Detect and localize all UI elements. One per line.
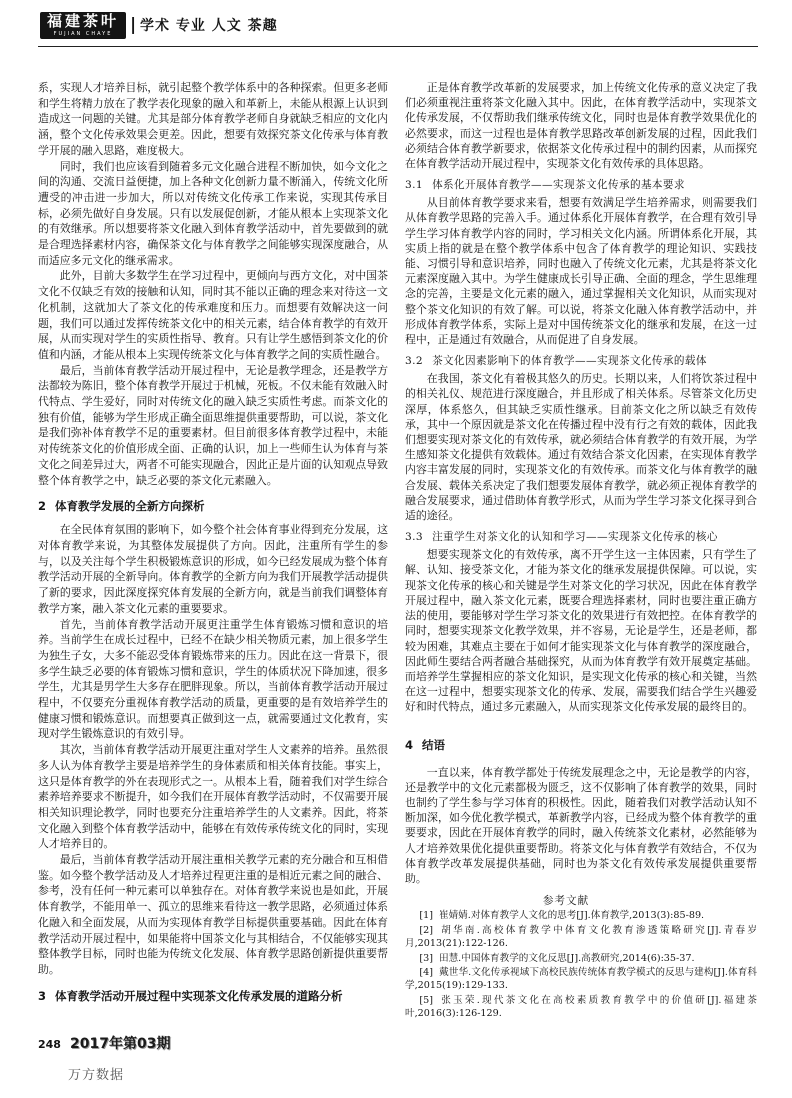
header-separator: | (130, 15, 137, 35)
reference-item (405, 953, 757, 966)
subsection-title: 体系化开展体育教学——实现茶文化传承的基本要求 (432, 179, 685, 192)
subsection-number: 3.1 (405, 179, 424, 192)
section-heading (38, 498, 388, 514)
reference-text: 崔婧婧.对体育教学人文化的思考[J].体育教学,2013(3):85-89. (438, 910, 705, 922)
section-title: 体育教学发展的全新方向探析 (55, 499, 205, 514)
section-title: 体育教学活动开展过程中实现茶文化传承发展的道路分析 (55, 988, 343, 1003)
body-paragraph: 最后，当前体育教学活动开展过程中，无论是教学理念，还是教学方法都较为陈旧，整个体育教学开展过于机械，死板。不仅未能有效融入时代特点、学生爱好，同时对传统文化的融入缺乏实质性考虑。而茶文化的独有价值，能够为学生形成正确全面思维提供重要帮助，可以说，茶文化是我们弥补体育教学不足的重要素材。但目前很多体育教学过程中，未能对传统茶文化的价值形成全面、正确的认识，加上一些师生认为体育与茶文化之间差异过大，两者不可能实现融合，因此正是片面的认知观点导致整个体育教学之中，缺乏必要的茶文化元素融入。 (38, 363, 388, 487)
left-column (38, 80, 388, 1004)
page-number: 248 (38, 1038, 61, 1051)
body-paragraph: 首先，当前体育教学活动开展更注重学生体育锻炼习惯和意识的培养。当前学生在成长过程中，已经不在缺少相关物质元素，加上很多学生为独生子女，大多不能忍受体育锻炼带来的压力。因此在这一背景下，很多学生缺乏必要的体育锻炼习惯和意识，学生的体质状况下降加速，很多学生，尤其是男学生大多存在肥胖现象。所以，当前体育教学活动开展过程中，不仅要充分重视体育教学活动的质量，更重要的是有效培养学生的健康习惯和锻炼意识。而想要真正做到这一点，就需要通过文化教育，实现对学生锻炼意识的有效引导。 (38, 617, 388, 741)
body-paragraph: 正是体育教学改革新的发展要求，加上传统文化传承的意义决定了我们必须重视注重将茶文化融入其中。因此，在体育教学活动中，实现茶文化传承发展，不仅帮助我们继承传统文化，同时也是体育教学效果优化的必然要求，而这一过程也是体育教学思路改革创新发展的过程，因此我们必须结合体育教学新要求，依据茶文化传承过程中的制约因素，从而探究在体育教学活动开展过程中，实现茶文化有效传承的具体思路。 (405, 81, 757, 171)
reference-label: [4] (419, 967, 433, 979)
header-divider (38, 46, 758, 47)
section-number: 3 (38, 988, 47, 1003)
journal-tagline: 学术 专业 人文 茶趣 (140, 18, 278, 34)
subsection-heading (405, 177, 757, 193)
body-paragraph: 其次，当前体育教学活动开展更注重对学生人文素养的培养。虽然很多人认为体育教学主要是培养学生的身体素质和相关体育技能。事实上，这只是体育教学的外在表现形式之一。从根本上看，随着我们对学生综合素养培养要求不断提升，如今我们在开展体育教学活动时，不仅需要开展相关知识理论教学，同时也要充分注重培养学生的人文素养。因此，将茶文化融入到整个体育教学活动中，能够在有效传承传统文化的同时，实现人才培养目的。 (38, 743, 388, 851)
section-number: 4 (405, 737, 414, 752)
body-paragraph: 同时，我们也应该看到随着多元文化融合进程不断加快，如今文化之间的沟通、交流日益便捷，加上各种文化创新力量不断涌入，传统文化所遭受的冲击进一步加大，所以对传统文化传承工作来说，实现其传承目标，必须先做好自身发展。只有以发展促创新，才能从根本上实现茶文化的有效继承。所以想要将茶文化融入到体育教学活动中，首先要做到的就是合理选择素材内容，确保茶文化与体育教学之间能够实现深度融合，从而适应多元文化的继承需求。 (38, 159, 388, 267)
reference-item (405, 925, 757, 951)
subsection-heading (405, 353, 757, 369)
reference-label: [2] (419, 924, 433, 936)
body-paragraph: 从目前体育教学要求来看，想要有效满足学生培养需求，则需要我们从体育教学思路的完善入手。通过体系化开展体育教学，在合理有效引导学生学习体育教学内容的同时，学习相关文化内涵。所谓体系化开展，其实质上指的就是在整个教学体系中包含了体育教学的理论知识、实践技能、习惯引导和意识培养，同时也融入了传统文化元素，尤其是将茶文化元素深度融入其中。为学生健康成长引导正确、全面的理念，学生思维理念的完善，主要是文化元素的融入，通过掌握相关文化知识，从而实现对整个茶文化知识的有效了解。可以说，将茶文化融入体育教学活动中，并形成体育教学体系，实际上是对中国传统茶文化的继承和发展，在这一过程中，正是通过有效融合，从而促进了自身发展。 (405, 196, 757, 347)
body-paragraph: 最后，当前体育教学活动开展注重相关教学元素的充分融合和互相借鉴。如今整个教学活动及人才培养过程更注重的是相近元素之间的融合、参考，没有任何一种元素可以单独存在。对体育教学来说也是如此，开展体育教学，不能用单一、孤立的思维来看待这一教学思路，必须通过体系化融入和全面发展，从而为实现体育教学目标提供重要基础。因此在体育教学活动开展过程中，如果能将中国茶文化与其相结合，不仅能够实现其整体教学目标，同时也能为传统文化发展、体育教学思路创新提供重要帮助。 (38, 853, 388, 976)
body-paragraph: 此外，目前大多数学生在学习过程中，更倾向与西方文化，对中国茶文化不仅缺乏有效的接触和认知，同时其不能以正确的理念来对待这一文化机制，这就加大了茶文化的传承难度和压力。而想要有效解决这一问题，我们可以通过发挥传统茶文化中的相关元素，结合体育教学的有效开展，从而实现对学生的实质性指导、教育。只有让学生感悟到茶文化的价值和内涵，才能从根本上实现传统茶文化与体育教学之间的实质性融合。 (38, 269, 388, 361)
reference-text: 戴世华.文化传承视域下高校民族传统体育教学模式的反思与建构[J].体育科学,2015(19):129-133. (405, 967, 757, 992)
subsection-number: 3.3 (405, 531, 424, 544)
right-column (405, 80, 757, 1021)
body-paragraph: 想要实现茶文化的有效传承，离不开学生这一主体因素，只有学生了解、认知、接受茶文化，才能为茶文化的继承发展提供保障。可以说，实现茶文化传承的核心和关键是学生对茶文化的学习状况，因此在体育教学开展过程中，融入茶文化元素，既要合理选择素材，同时也要注重正确方法的使用，要能够对学生学习茶文化的效果进行有效把控。在体育教学的同时，想要实现茶文化教学效果，并不容易，无论是学生，还是老师，都较为困难，其难点主要在于如何才能实现茶文化与体育教学的深度融合，因此师生要结合两者融合基础探究，从而为体育教学有效开展奠定基础。而培养学生掌握相应的茶文化知识，是实现文化传承的核心和关键，当然在这一过程中，想要实现茶文化的传承、发展，需要我们结合学生兴趣爱好和时代特点，通过多元素融入，从而实现茶文化传承发展的最终目的。 (405, 548, 757, 714)
reference-label: [5] (419, 994, 433, 1006)
issue-label: 2017年第03期 (70, 1036, 171, 1052)
body-paragraph: 系，实现人才培养目标，就引起整个教学体系中的各种探索。但更多老师和学生将精力放在了教学表化现象的融入和革新上，未能从根源上认识到造成这一问题的关键。尤其是部分体育教学老师自身就缺乏相应的文化内涵，整个文化传承效果会更差。因此，想要有效探究茶文化传承与体育教学开展的融入思路，难度极大。 (38, 81, 388, 157)
reference-item (405, 995, 757, 1021)
body-paragraph: 在全民体育氛围的影响下，如今整个社会体育事业得到充分发展，这对体育教学来说，为其整体发展提供了方向。因此，注重所有学生的参与，以及关注每个学生积极锻炼意识的形成，如今已经发展成为整个体育教学活动开展的全新导向。体育教学的全新方向为我们开展教学活动提供了新的要求，因此深度探究体育发展的全新方向，就是当前我们调整体育教学方案，融入茶文化元素的重要要求。 (38, 523, 388, 615)
reference-label: [3] (419, 952, 433, 964)
section-number: 2 (38, 499, 47, 514)
references-title: 参考文献 (542, 895, 590, 908)
section-heading (38, 988, 388, 1004)
reference-text: 张玉荣.现代茶文化在高校素质教育教学中的价值研[J].福建茶叶,2016(3):126-129. (405, 994, 757, 1019)
reference-text: 胡华南.高校体育教学中体育文化教育渗透策略研究[J].青春岁月,2013(21):122-126. (405, 924, 757, 949)
body-paragraph: 在我国，茶文化有着极其悠久的历史。长期以来，人们将饮茶过程中的相关礼仪、规范进行深度融合，并且形成了相关体系。尽管茶文化历史深厚，体系悠久，但其缺乏实质性继承。目前茶文化之所以缺乏有效传承，其中一个原因就是茶文化在传播过程中没有行之有效的载体，因此我们想要实现对茶文化的有效传承，就必须结合体育教学的有效开展，为学生感知茶文化提供有效载体。通过有效结合茶文化因素，在实现体育教学内容丰富发展的同时，实现茶文化的有效传承。而茶文化与体育教学的融合发展、载体关系决定了我们想要发展体育教学，就必须正视体育教学的融合发展要求，通过借助体育教学形式，从而为学生学习茶文化探寻到合适的途径。 (405, 372, 757, 523)
logo-subtitle: FUJIAN CHAYE (53, 31, 113, 37)
section-title: 结语 (422, 737, 446, 752)
source-watermark: 万方数据 (68, 1068, 125, 1083)
section-heading (405, 737, 757, 753)
journal-logo (40, 12, 126, 39)
reference-item (405, 967, 757, 993)
subsection-title: 注重学生对茶文化的认知和学习——实现茶文化传承的核心 (432, 531, 718, 544)
logo-text: 福建茶叶 (46, 12, 119, 30)
subsection-heading (405, 529, 757, 545)
subsection-number: 3.2 (405, 355, 424, 368)
subsection-title: 茶文化因素影响下的体育教学——实现茶文化传承的载体 (432, 355, 707, 368)
reference-label: [1] (419, 910, 433, 922)
body-paragraph: 一直以来，体育教学都处于传统发展理念之中，无论是教学的内容，还是教学中的文化元素都极为匮乏，这不仅影响了体育教学的效果，同时也制约了学生参与学习体育的积极性。因此，随着我们对教学活动认知不断加深，如今优化教学模式，革新教学内容，已经成为整个体育教学的重要要求，因此在开展体育教学的同时，融入传统茶文化素材，必然能够为人才培养效果优化提供重要帮助。将茶文化与体育教学有效结合，不仅为体育教学改革发展提供基础，同时也为茶文化有效传承发展提供重要帮助。 (405, 765, 757, 885)
reference-item (405, 910, 757, 923)
reference-text: 田慧.中国体育教学的文化反思[J].高教研究,2014(6):35-37. (438, 952, 695, 964)
